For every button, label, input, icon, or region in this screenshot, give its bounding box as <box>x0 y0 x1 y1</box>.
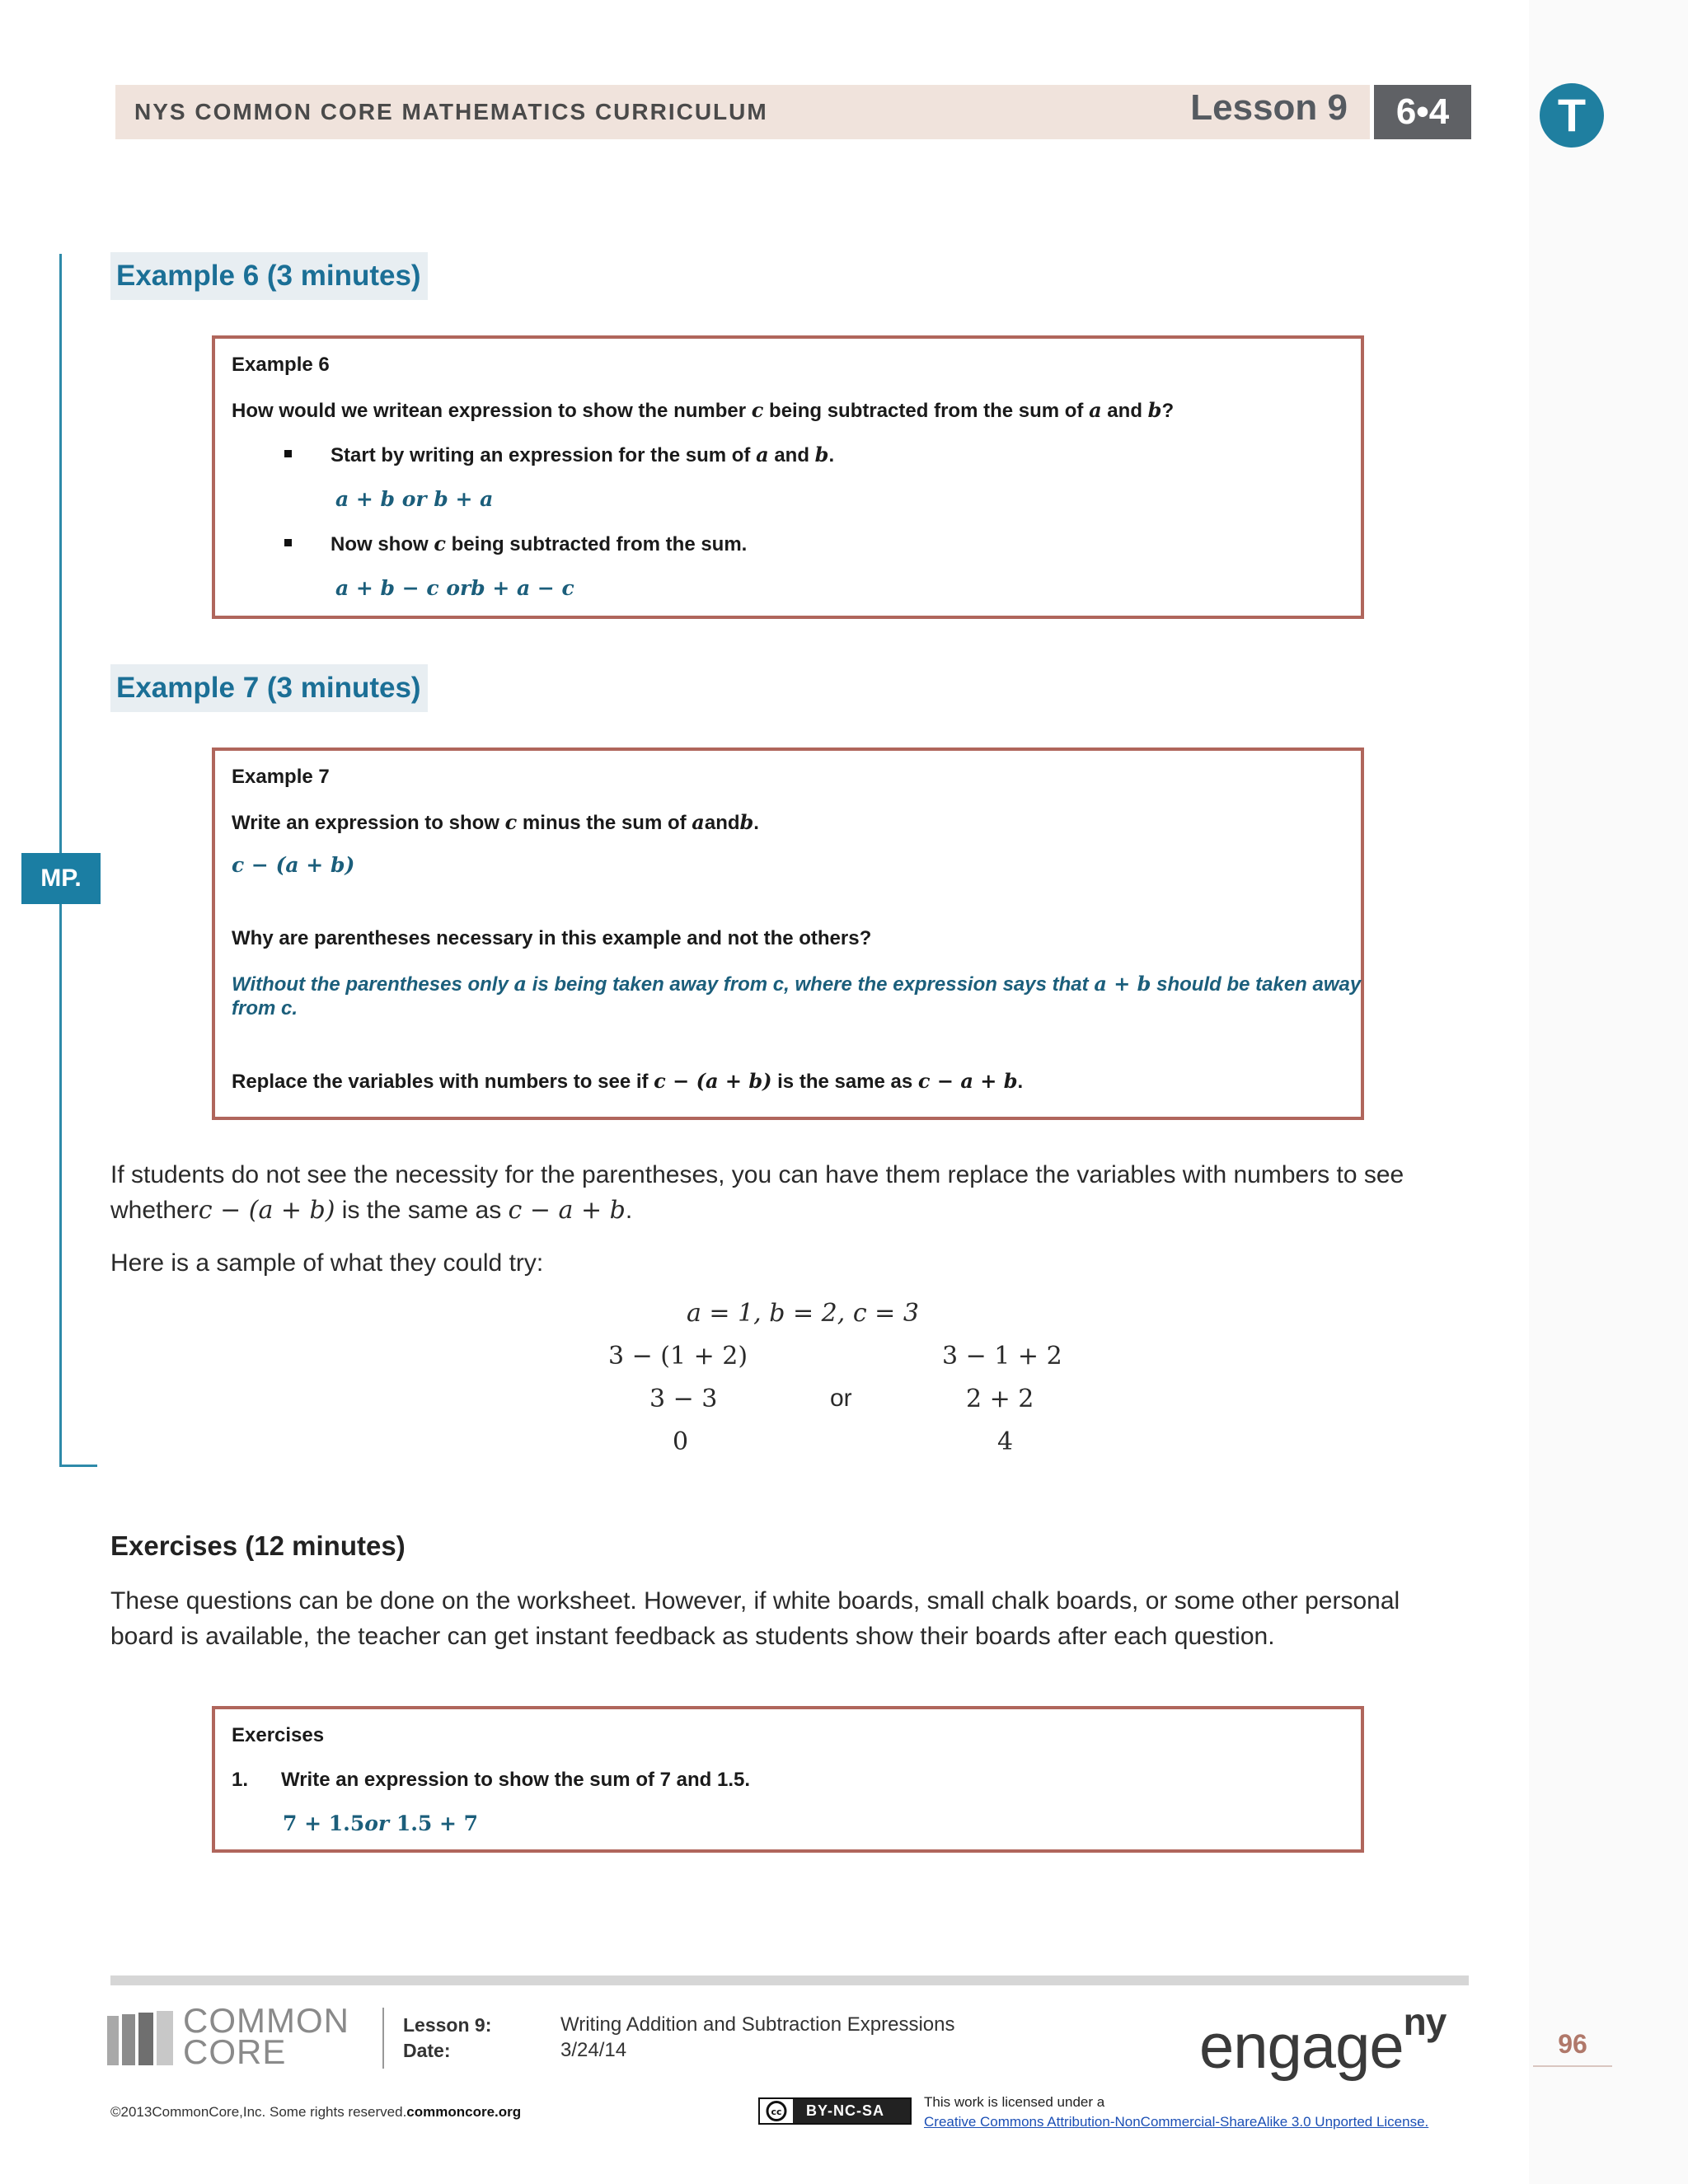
footer-date-value: 3/24/14 <box>560 2039 627 2061</box>
copyright: ©2013CommonCore,Inc. Some rights reserved.commoncore.org <box>110 2104 522 2120</box>
para2: Here is a sample of what they could try: <box>110 1249 544 1277</box>
right-margin-strip <box>1529 0 1688 2184</box>
lesson-label: Lesson 9 <box>1190 87 1348 128</box>
right-col-row1: 3 − 1 + 2 <box>942 1342 1062 1371</box>
example6-answer2: a + b − c orb + a − c <box>335 576 574 600</box>
commoncore-link[interactable]: commoncore.org <box>406 2104 522 2120</box>
margin-bar-foot <box>59 1465 97 1467</box>
footer-divider <box>382 2008 384 2069</box>
svg-text:cc: cc <box>771 2107 782 2117</box>
page-number-rule <box>1533 2065 1612 2067</box>
example6-heading: Example 6 (3 minutes) <box>110 252 428 300</box>
sample-values: a = 1, b = 2, c = 3 <box>687 1299 919 1328</box>
example6-box <box>212 335 1364 619</box>
bullet-icon <box>284 539 292 546</box>
example6-box-title: Example 6 <box>232 354 330 376</box>
footer-lesson-title: Writing Addition and Subtraction Expressions <box>560 2013 955 2036</box>
mp-tag: MP. <box>21 853 101 904</box>
example6-step2: Now show c being subtracted from the sum. <box>331 532 748 555</box>
exercise-answer: 7 + 1.5or 1.5 + 7 <box>283 1811 479 1835</box>
left-col-row1: 3 − (1 + 2) <box>608 1342 748 1371</box>
example6-step1: Start by writing an expression for the sum of a and b. <box>331 443 835 466</box>
exercises-box <box>212 1706 1364 1853</box>
right-col-row3: 4 <box>997 1427 1014 1456</box>
left-col-row3: 0 <box>673 1427 689 1456</box>
engageny-logo: engage$^{ny}$ <box>1199 2000 1447 2082</box>
exercises-para-line2: board is available, the teacher can get instant feedback as students show their boards after each question. <box>110 1623 1275 1650</box>
left-col-row2: 3 − 3 <box>649 1385 718 1413</box>
example7-replace: Replace the variables with numbers to see if c − (a + b) is the same as c − a + b. <box>232 1069 1024 1093</box>
grade-module-badge: 6•4 <box>1374 85 1471 139</box>
exercises-box-title: Exercises <box>232 1724 325 1746</box>
bullet-icon <box>284 450 292 457</box>
exercises-para-line1: These questions can be done on the worksheet. However, if white boards, small chalk boards, or some other personal <box>110 1587 1400 1615</box>
example7-heading: Example 7 (3 minutes) <box>110 664 428 712</box>
cc-badge-label: BY-NC-SA <box>806 2102 885 2119</box>
para1-line2: whetherc − (a + b) is the same as c − a + b. <box>110 1196 633 1225</box>
exercise-number: 1. <box>232 1769 249 1791</box>
curriculum-title: NYS COMMON CORE MATHEMATICS CURRICULUM <box>134 99 768 124</box>
teacher-edition-icon: T <box>1540 83 1604 148</box>
example7-prompt: Write an expression to show c minus the sum of aandb. <box>232 810 759 834</box>
or-word: or <box>830 1385 852 1412</box>
para1-line1: If students do not see the necessity for the parentheses, you can have them replace the variables with numbers to see <box>110 1161 1404 1188</box>
example7-answer: c − (a + b) <box>232 853 355 877</box>
example7-box-title: Example 7 <box>232 766 330 788</box>
right-col-row2: 2 + 2 <box>966 1385 1034 1413</box>
footer-date-label: Date: <box>403 2040 451 2061</box>
example6-answer1: a + b or b + a <box>335 487 494 511</box>
footer-lesson-label: Lesson 9: <box>403 2014 492 2036</box>
cc-license-badge-icon <box>758 2097 912 2125</box>
footer-bar <box>110 1975 1469 1985</box>
example7-why-answer-line1: Without the parentheses only a is being taken away from c, where the expression says that a + b should be taken away <box>232 972 1362 996</box>
example7-why-question: Why are parentheses necessary in this example and not the others? <box>232 927 872 949</box>
license-link[interactable]: Creative Commons Attribution-NonCommercial-ShareAlike 3.0 Unported License. <box>924 2114 1429 2130</box>
example7-box <box>212 748 1364 1120</box>
exercise-text: Write an expression to show the sum of 7 and 1.5. <box>281 1769 751 1791</box>
page-number: 96 <box>1558 2029 1587 2059</box>
common-core-logo-icon <box>107 2011 173 2069</box>
example6-question: How would we writean expression to show the number c being subtracted from the sum of a and b? <box>232 398 1175 422</box>
exercises-heading: Exercises (12 minutes) <box>110 1530 406 1561</box>
example7-why-answer-line2: from c. <box>232 997 298 1019</box>
license-line1: This work is licensed under a <box>924 2094 1105 2110</box>
common-core-brand: COMMON CORE <box>183 2001 349 2071</box>
